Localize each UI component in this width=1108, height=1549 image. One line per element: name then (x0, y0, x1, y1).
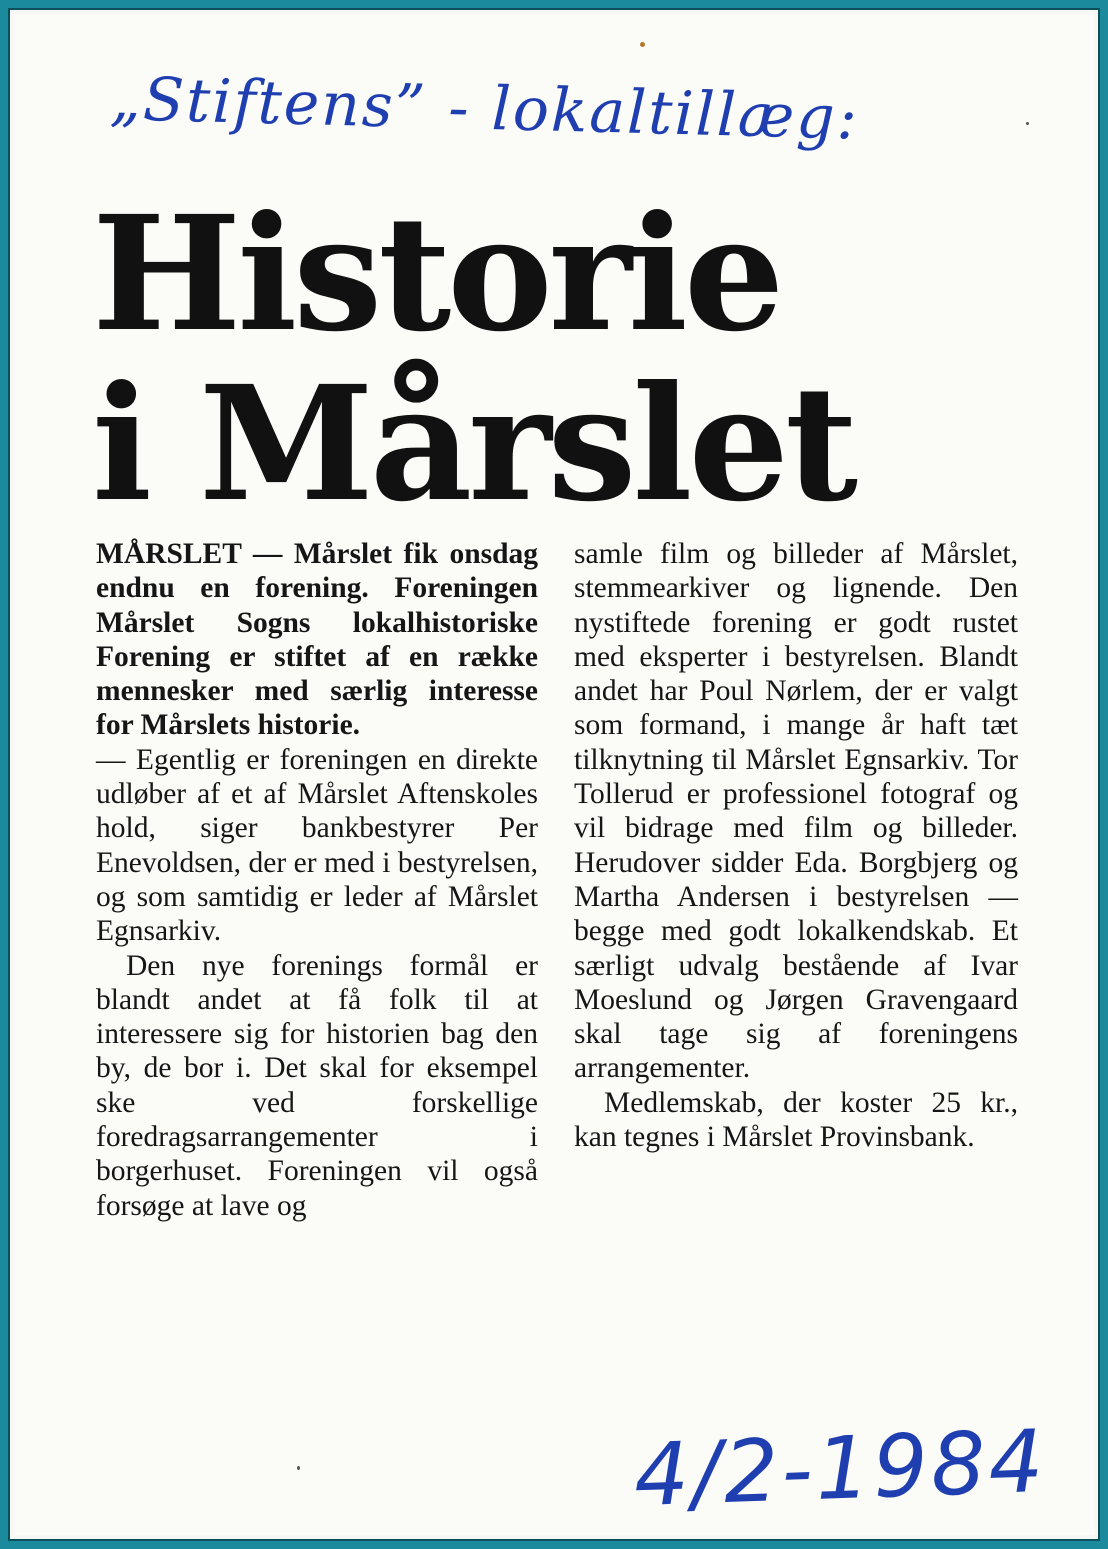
article-paragraph: Den nye forenings formål er blandt andet at få folk til at interessere sig for historien bag den by, de bor i. Det skal for eksempel ske ved forskellige foredragsarrangementer i borgerhuset. Foreningen vil også forsøge at lave og (96, 949, 538, 1222)
article-paragraph: samle film og billeder af Mårslet, stemmearkiver og lignende. Den nystiftede forening er godt rustet med eksperter i bestyrelsen. Blandt andet har Poul Nørlem, der er valgt som formand, i mange år haft tæt tilknytning til Mårslet Egnsarkiv. Tor Tollerud er professionel fotograf og vil bidrage med film og billeder. Herudover sidder Eda. Borgbjerg og Martha Andersen i bestyrelsen — begge med godt lokalkendskab. Et særligt udvalg bestående af Ivar Moeslund og Jørgen Gravengaard skal tage sig af foreningens arrangementer. (574, 538, 1018, 1085)
headline-line-1: Historie (92, 182, 781, 367)
handwritten-source-note: „Stiftens” - lokaltillæg: (109, 64, 860, 154)
handwritten-date: 4/2-1984 (632, 1411, 1048, 1527)
article-paragraph: Medlemskab, der koster 25 kr., kan tegnes i Mårslet Provinsbank. (574, 1086, 1018, 1154)
article-lead-paragraph: MÅRSLET — Mårslet fik onsdag endnu en forening. Foreningen Mårslet Sogns lokalhistoriske Forening er stiftet af en række mennesker med særlig interesse for Mårslets historie. (96, 538, 538, 742)
article-paragraph: — Egentlig er foreningen en direkte udløber af et af Mårslet Aftenskoles hold, siger bankbestyrer Per Enevoldsen, der er med i bestyrelsen, og som samtidig er leder af Mårslet Egnsarkiv. (96, 743, 538, 948)
paper-speck (640, 42, 645, 47)
newspaper-clipping (14, 14, 1094, 1535)
article-column-left (96, 537, 538, 1223)
article-headline (92, 182, 855, 537)
paper-speck (297, 1466, 300, 1470)
paper-speck (1026, 122, 1029, 125)
article-column-right (574, 537, 1018, 1154)
headline-line-2: i Mårslet (92, 352, 855, 537)
